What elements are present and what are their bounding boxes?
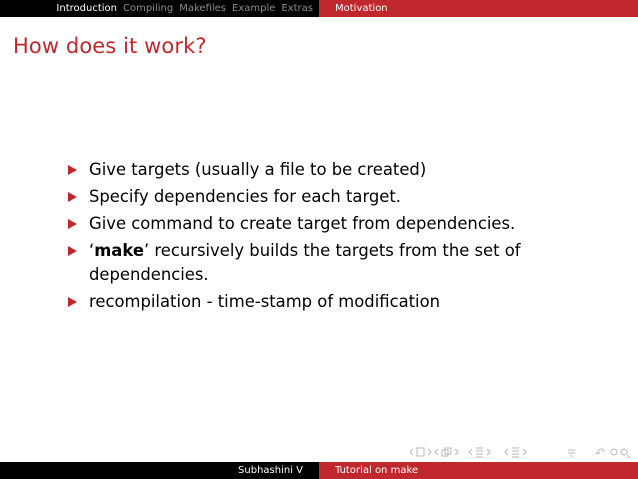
bullet-list [68, 158, 538, 317]
header-bar [0, 0, 638, 17]
nav-subsection-icon[interactable] [435, 448, 458, 456]
nav-align-icon[interactable] [568, 450, 575, 456]
nav-extras[interactable]: Extras [281, 3, 313, 14]
nav-frame-icon[interactable] [410, 448, 431, 456]
current-subsection[interactable]: Motivation [335, 3, 388, 14]
bullet-text: Specify dependencies for each target. [89, 187, 402, 206]
bullet-text: Give command to create target from dependencies. [89, 214, 516, 233]
footer-author-box [0, 462, 319, 479]
bullet-triangle-icon [68, 192, 77, 202]
nav-example[interactable]: Example [232, 3, 276, 14]
beamer-navigation-symbols [410, 446, 634, 458]
nav-introduction[interactable]: Introduction [56, 3, 117, 14]
subsection-bar [319, 0, 638, 17]
bullet-item [68, 290, 538, 314]
footer-bar [0, 462, 638, 479]
bullet-item [68, 158, 538, 182]
nav-section-icon[interactable] [469, 448, 490, 457]
bullet-text: ‘make’ recursively builds the targets from the set of dependencies. [89, 241, 521, 284]
section-navigation [0, 0, 319, 17]
bullet-text: Give targets (usually a file to be created) [89, 160, 427, 179]
make-keyword: make [94, 241, 144, 260]
bullet-item [68, 239, 538, 287]
nav-search-icon[interactable] [596, 449, 630, 458]
nav-compiling[interactable]: Compiling [122, 3, 174, 14]
bullet-triangle-icon [68, 165, 77, 175]
footer-title-box [319, 462, 638, 479]
bullet-item [68, 185, 538, 209]
bullet-triangle-icon [68, 246, 77, 256]
nav-document-icon[interactable] [505, 448, 526, 457]
bullet-item [68, 212, 538, 236]
bullet-triangle-icon [68, 219, 77, 229]
bullet-text: recompilation - time-stamp of modification [89, 292, 441, 311]
nav-makefiles[interactable]: Makefiles [179, 3, 226, 14]
bullet-triangle-icon [68, 297, 77, 307]
frame-title: How does it work? [13, 34, 207, 58]
footer-title: Tutorial on make [335, 465, 419, 476]
footer-author: Subhashini V [238, 465, 303, 476]
